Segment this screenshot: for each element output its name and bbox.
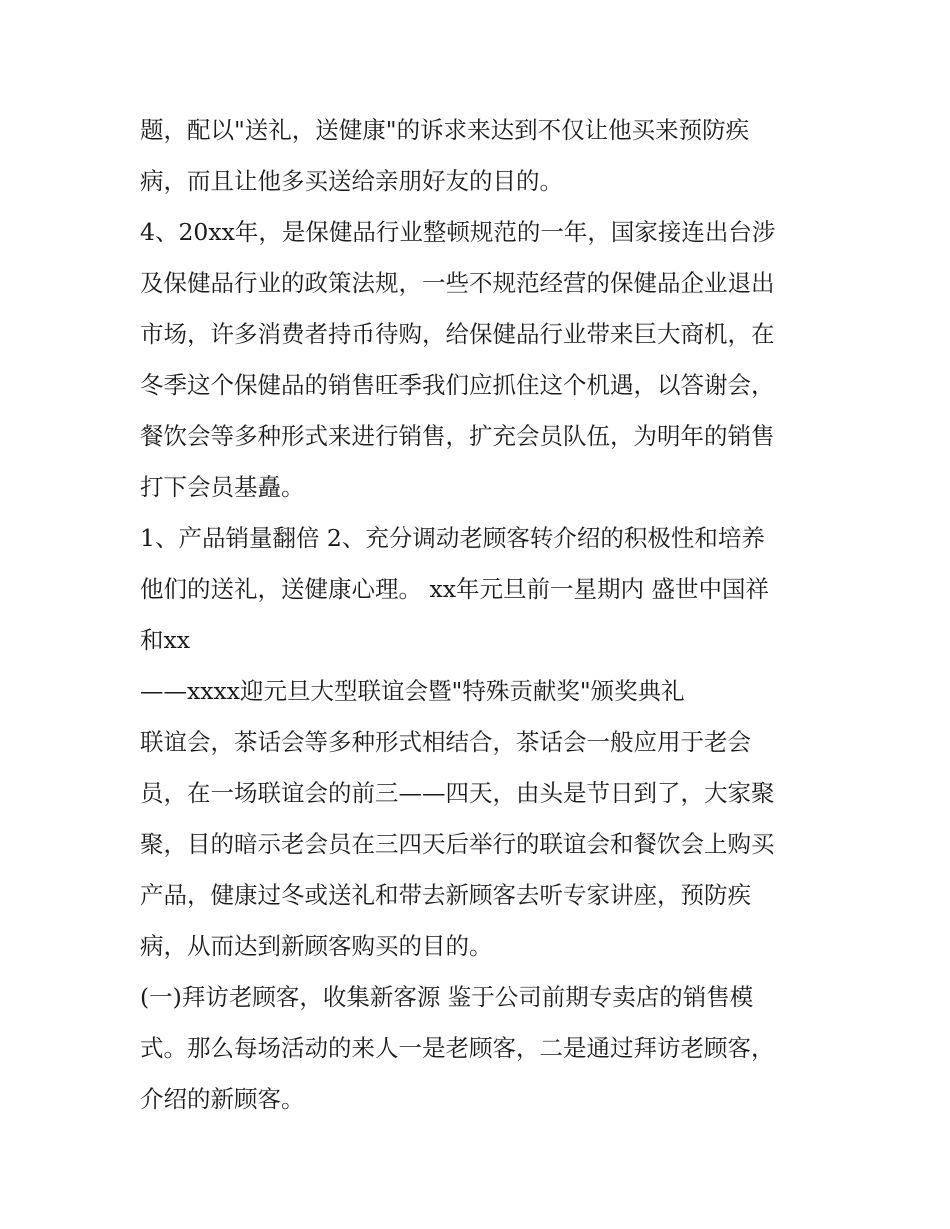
text-line: 1、产品销量翻倍 2、充分调动老顾客转介绍的积极性和培养 bbox=[140, 524, 765, 552]
text-line: 冬季这个保健品的销售旺季我们应抓住这个机遇，以答谢会， bbox=[140, 371, 775, 399]
paragraph-5 bbox=[140, 717, 820, 972]
text-line: 市场，许多消费者持币待购，给保健品行业带来巨大商机，在 bbox=[140, 320, 775, 348]
text-line: 员，在一场联谊会的前三——四天，由头是节日到了，大家聚 bbox=[140, 779, 775, 807]
text-line: 及保健品行业的政策法规，一些不规范经营的保健品企业退出 bbox=[140, 269, 775, 297]
paragraph-4 bbox=[140, 666, 820, 717]
text-line: 他们的送礼，送健康心理。 xx年元旦前一星期内 盛世中国祥 bbox=[140, 575, 769, 603]
paragraph-3 bbox=[140, 513, 820, 666]
text-line: 介绍的新顾客。 bbox=[140, 1085, 305, 1113]
document-body bbox=[140, 105, 820, 1125]
text-line: 聚，目的暗示老会员在三四天后举行的联谊会和餐饮会上购买 bbox=[140, 830, 775, 858]
text-line: 题，配以"送礼，送健康"的诉求来达到不仅让他买来预防疾 bbox=[140, 116, 750, 144]
text-line: 和xx bbox=[140, 626, 191, 654]
text-line: 打下会员基矗。 bbox=[140, 473, 305, 501]
text-line: 病，从而达到新顾客购买的目的。 bbox=[140, 932, 493, 960]
text-line: 病，而且让他多买送给亲朋好友的目的。 bbox=[140, 167, 563, 195]
text-line: (一)拜访老顾客，收集新客源 鉴于公司前期专卖店的销售模 bbox=[140, 983, 754, 1011]
paragraph-1 bbox=[140, 105, 820, 207]
text-line: 式。那么每场活动的来人一是老顾客，二是通过拜访老顾客， bbox=[140, 1034, 775, 1062]
text-line: ——xxxx迎元旦大型联谊会暨"特殊贡献奖"颁奖典礼 bbox=[140, 677, 685, 705]
paragraph-2 bbox=[140, 207, 820, 513]
text-line: 餐饮会等多种形式来进行销售，扩充会员队伍，为明年的销售 bbox=[140, 422, 775, 450]
text-line: 产品，健康过冬或送礼和带去新顾客去听专家讲座，预防疾 bbox=[140, 881, 751, 909]
paragraph-6 bbox=[140, 972, 820, 1125]
text-line: 4、20xx年，是保健品行业整顿规范的一年，国家接连出台涉 bbox=[140, 218, 776, 246]
text-line: 联谊会，茶话会等多种形式相结合，茶话会一般应用于老会 bbox=[140, 728, 751, 756]
